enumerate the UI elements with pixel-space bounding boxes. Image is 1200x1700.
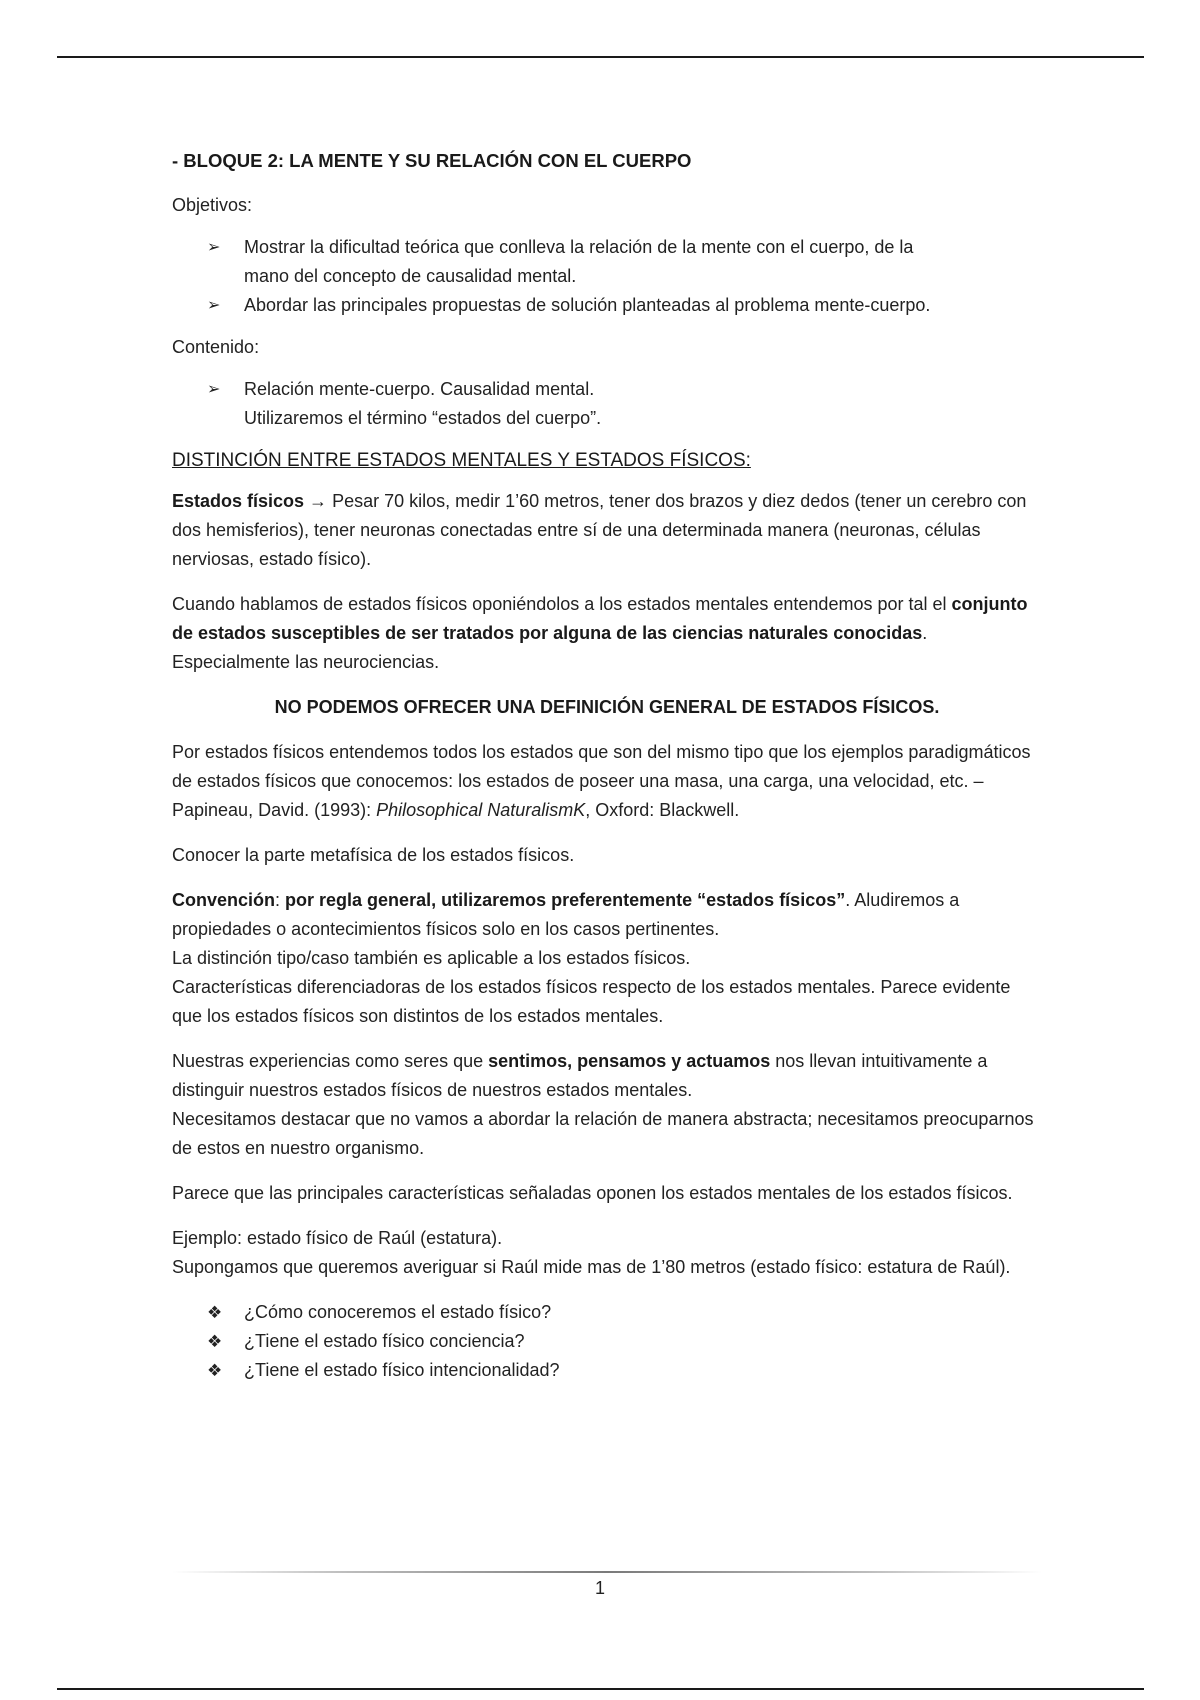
diamond-bullet-icon: ❖ <box>207 1332 223 1351</box>
list-item-text: Utilizaremos el término “estados del cuerpo”. <box>244 408 602 428</box>
list-item <box>207 1298 1042 1327</box>
paragraph-text: Ejemplo: estado físico de Raúl (estatura). <box>172 1228 503 1248</box>
paragraph-text: nos llevan intuitivamente a distinguir nuestros estados físicos de nuestros estados mentales. <box>172 1051 988 1100</box>
paragraph-text: Necesitamos destacar que no vamos a abordar la relación de manera abstracta; necesitamos preocuparnos de estos en nuestro organismo. <box>172 1109 1034 1158</box>
list-item-text: ¿Tiene el estado físico conciencia? <box>244 1331 525 1351</box>
paragraph-metafisica: Conocer la parte metafísica de los estados físicos. <box>172 845 575 865</box>
paragraph-text: Por estados físicos entendemos todos los estados que son del mismo tipo que los ejemplos paradigmáticos de estados físicos que conocemos: los estados de poseer una masa, una carga, una velocidad, etc. – Papineau, David. (1993): <box>172 742 1031 820</box>
arrow-bullet-icon: ➢ <box>207 381 221 398</box>
list-item-text: Mostrar la dificultad teórica que conlleva la relación de la mente con el cuerpo, de la <box>244 237 914 257</box>
bold-term: sentimos, pensamos y actuamos <box>488 1051 771 1071</box>
section-heading: DISTINCIÓN ENTRE ESTADOS MENTALES Y ESTADOS FÍSICOS: <box>172 450 751 471</box>
paragraph-text: : <box>275 890 286 910</box>
paragraph-text: Nuestras experiencias como seres que <box>172 1051 489 1071</box>
contenido-label: Contenido: <box>172 337 260 357</box>
paragraph-estados-fisicos <box>172 487 1042 574</box>
bold-term: Convención <box>172 890 276 910</box>
objetivos-list <box>172 233 1042 320</box>
document-page <box>172 146 1042 1398</box>
footer-divider <box>172 1571 1042 1573</box>
paragraph-text: Características diferenciadoras de los estados físicos respecto de los estados mentales. Parece evidente que los estados físicos son distintos de los estados mentales. <box>172 977 1011 1026</box>
list-item-text: ¿Tiene el estado físico intencionalidad? <box>244 1360 560 1380</box>
paragraph-text: Supongamos que queremos averiguar si Raúl mide mas de 1’80 metros (estado físico: estatura de Raúl). <box>172 1257 1011 1277</box>
objetivos-label: Objetivos: <box>172 195 253 215</box>
bottom-border-line <box>57 1688 1144 1690</box>
paragraph-caracteristicas: Parece que las principales características señaladas oponen los estados mentales de los estados físicos. <box>172 1183 1013 1203</box>
paragraph-convencion <box>172 886 1042 1031</box>
paragraph-text: Pesar 70 kilos, medir 1’60 metros, tener dos brazos y diez dedos (tener un cerebro con dos hemisferios), tener neuronas conectadas entre sí de una determinada manera (neuronas, células nerviosas, estado físico). <box>172 491 1027 569</box>
paragraph-oposicion <box>172 590 1042 677</box>
paragraph-experiencias <box>172 1047 1042 1163</box>
list-item <box>207 233 1042 291</box>
top-border-line <box>57 56 1144 58</box>
list-item <box>207 375 1042 433</box>
paragraph-text: . Aludiremos a propiedades o acontecimientos físicos solo en los casos pertinentes. <box>172 890 960 939</box>
list-item <box>207 1356 1042 1385</box>
contenido-list <box>172 375 1042 433</box>
arrow-bullet-icon: ➢ <box>207 239 221 256</box>
block-title: - BLOQUE 2: LA MENTE Y SU RELACIÓN CON EL CUERPO <box>172 150 692 171</box>
list-item-text: ¿Cómo conoceremos el estado físico? <box>244 1302 552 1322</box>
paragraph-ejemplo <box>172 1224 1042 1282</box>
bold-term: conjunto de estados susceptibles de ser tratados por alguna de las ciencias naturales conocidas <box>172 594 1028 643</box>
list-item-text: Relación mente-cuerpo. Causalidad mental. <box>244 379 595 399</box>
paragraph-text: . Especialmente las neurociencias. <box>172 623 928 672</box>
centered-heading: NO PODEMOS OFRECER UNA DEFINICIÓN GENERAL DE ESTADOS FÍSICOS. <box>274 697 940 717</box>
list-item-text: Abordar las principales propuestas de solución planteadas al problema mente-cuerpo. <box>244 295 931 315</box>
list-item <box>207 1327 1042 1356</box>
paragraph-text: La distinción tipo/caso también es aplicable a los estados físicos. <box>172 948 691 968</box>
paragraph-text: , Oxford: Blackwell. <box>585 800 740 820</box>
page-number: 1 <box>594 1578 605 1598</box>
diamond-bullet-icon: ❖ <box>207 1361 223 1380</box>
bold-term: Estados físicos → <box>172 491 328 511</box>
list-item-text: mano del concepto de causalidad mental. <box>244 266 577 286</box>
paragraph-definicion <box>172 738 1042 825</box>
paragraph-text: Cuando hablamos de estados físicos oponiéndolos a los estados mentales entendemos por tal el <box>172 594 952 614</box>
diamond-bullet-icon: ❖ <box>207 1303 223 1322</box>
bold-term: por regla general, utilizaremos preferentemente “estados físicos” <box>285 890 846 910</box>
book-title: Philosophical NaturalismK <box>376 800 586 820</box>
arrow-bullet-icon: ➢ <box>207 297 221 314</box>
questions-list <box>172 1298 1042 1385</box>
list-item <box>207 291 1042 320</box>
